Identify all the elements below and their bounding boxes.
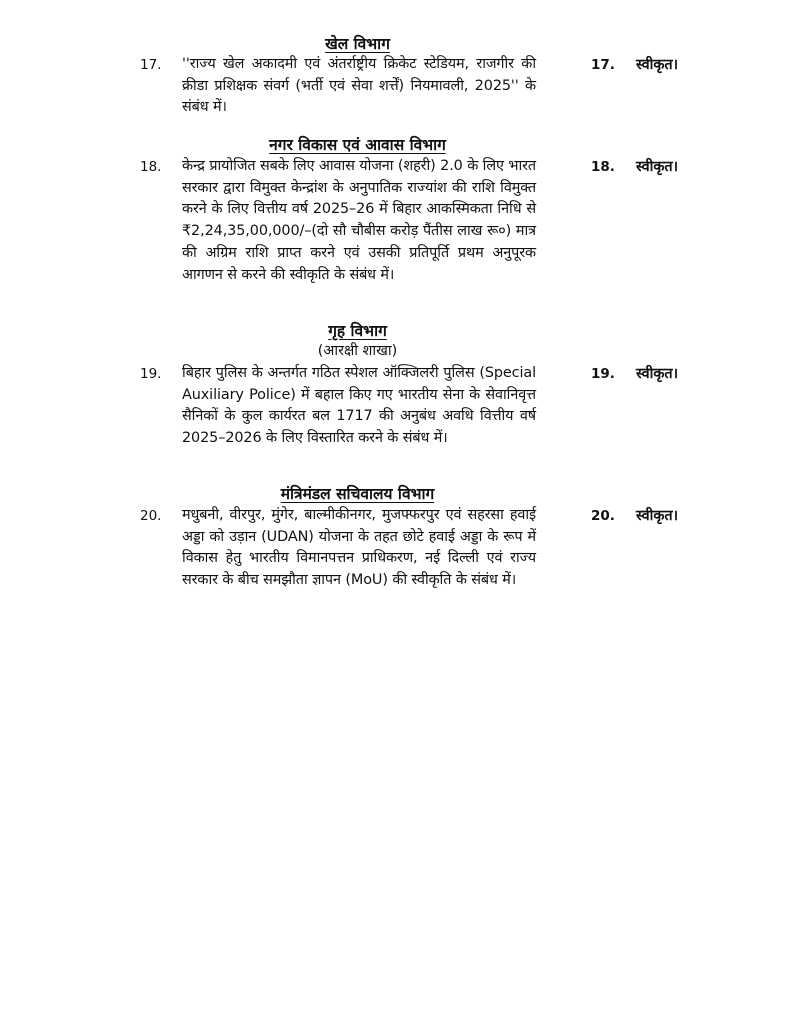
section-heading-home: गृह विभाग bbox=[328, 322, 387, 340]
item-text: ''राज्य खेल अकादमी एवं अंतर्राष्ट्रीय क्रिकेट स्टेडियम, राजगीर की क्रीडा प्रशिक्षक संवर्ग (भर्ती एवं सेवा शर्त्तें) नियमावली, 2025'' के संबंध में। bbox=[182, 56, 536, 116]
item-number: 20. bbox=[140, 508, 162, 524]
item-text: मधुबनी, वीरपुर, मुंगेर, बाल्मीकीनगर, मुजफ्फरपुर एवं सहरसा हवाई अड्डा को उड़ान (UDAN) योजना के तहत छोटे हवाई अड्डा के रूप में विकास हेतु भारतीय विमानपत्तन प्राधिकरण, नई दिल्ली एवं राज्य सरकार के बीच समझौता ज्ञापन (MoU) की स्वीकृति के संबंध में। bbox=[182, 507, 536, 589]
result-number: 19. bbox=[591, 366, 615, 382]
section-heading-urban-development: नगर विकास एवं आवास विभाग bbox=[269, 136, 446, 154]
item-text: बिहार पुलिस के अन्तर्गत गठित स्पेशल ऑक्जिलरी पुलिस (Special Auxiliary Police) में बहाल किए गए भारतीय सेना के सेवानिवृत्त सैनिकों के कुल कार्यरत बल 1717 की अनुबंध अवधि वित्तीय वर्ष 2025–2026 के लिए विस्तारित करने के संबंध में। bbox=[182, 365, 536, 447]
result-status: स्वीकृत। bbox=[636, 57, 679, 73]
result-number: 20. bbox=[591, 508, 615, 524]
result-status: स्वीकृत। bbox=[636, 366, 679, 382]
result-status: स्वीकृत। bbox=[636, 508, 679, 524]
result-number: 18. bbox=[591, 159, 615, 175]
item-number: 18. bbox=[140, 159, 162, 175]
item-text: केन्द्र प्रायोजित सबके लिए आवास योजना (शहरी) 2.0 के लिए भारत सरकार द्वारा विमुक्त केन्द्रांश के अनुपातिक राज्यांश की राशि विमुक्त करने के लिए वित्तीय वर्ष 2025–26 में बिहार आकस्मिकता निधि से ₹2,24,35,00,000/–(दो सौ चौबीस करोड़ पैंतीस लाख रू०) मात्र की अग्रिम राशि प्राप्त करने एवं उसकी प्रतिपूर्ति प्रथम अनुपूरक आगणन से करने की स्वीकृति के संबंध में। bbox=[182, 158, 536, 283]
item-number: 17. bbox=[140, 57, 162, 73]
section-heading-sports: खेल विभाग bbox=[325, 35, 390, 53]
result-number: 17. bbox=[591, 57, 615, 73]
section-subheading: (आरक्षी शाखा) bbox=[317, 343, 398, 359]
item-number: 19. bbox=[140, 366, 162, 382]
section-heading-cabinet-secretariat: मंत्रिमंडल सचिवालय विभाग bbox=[280, 485, 435, 503]
result-status: स्वीकृत। bbox=[636, 159, 679, 175]
